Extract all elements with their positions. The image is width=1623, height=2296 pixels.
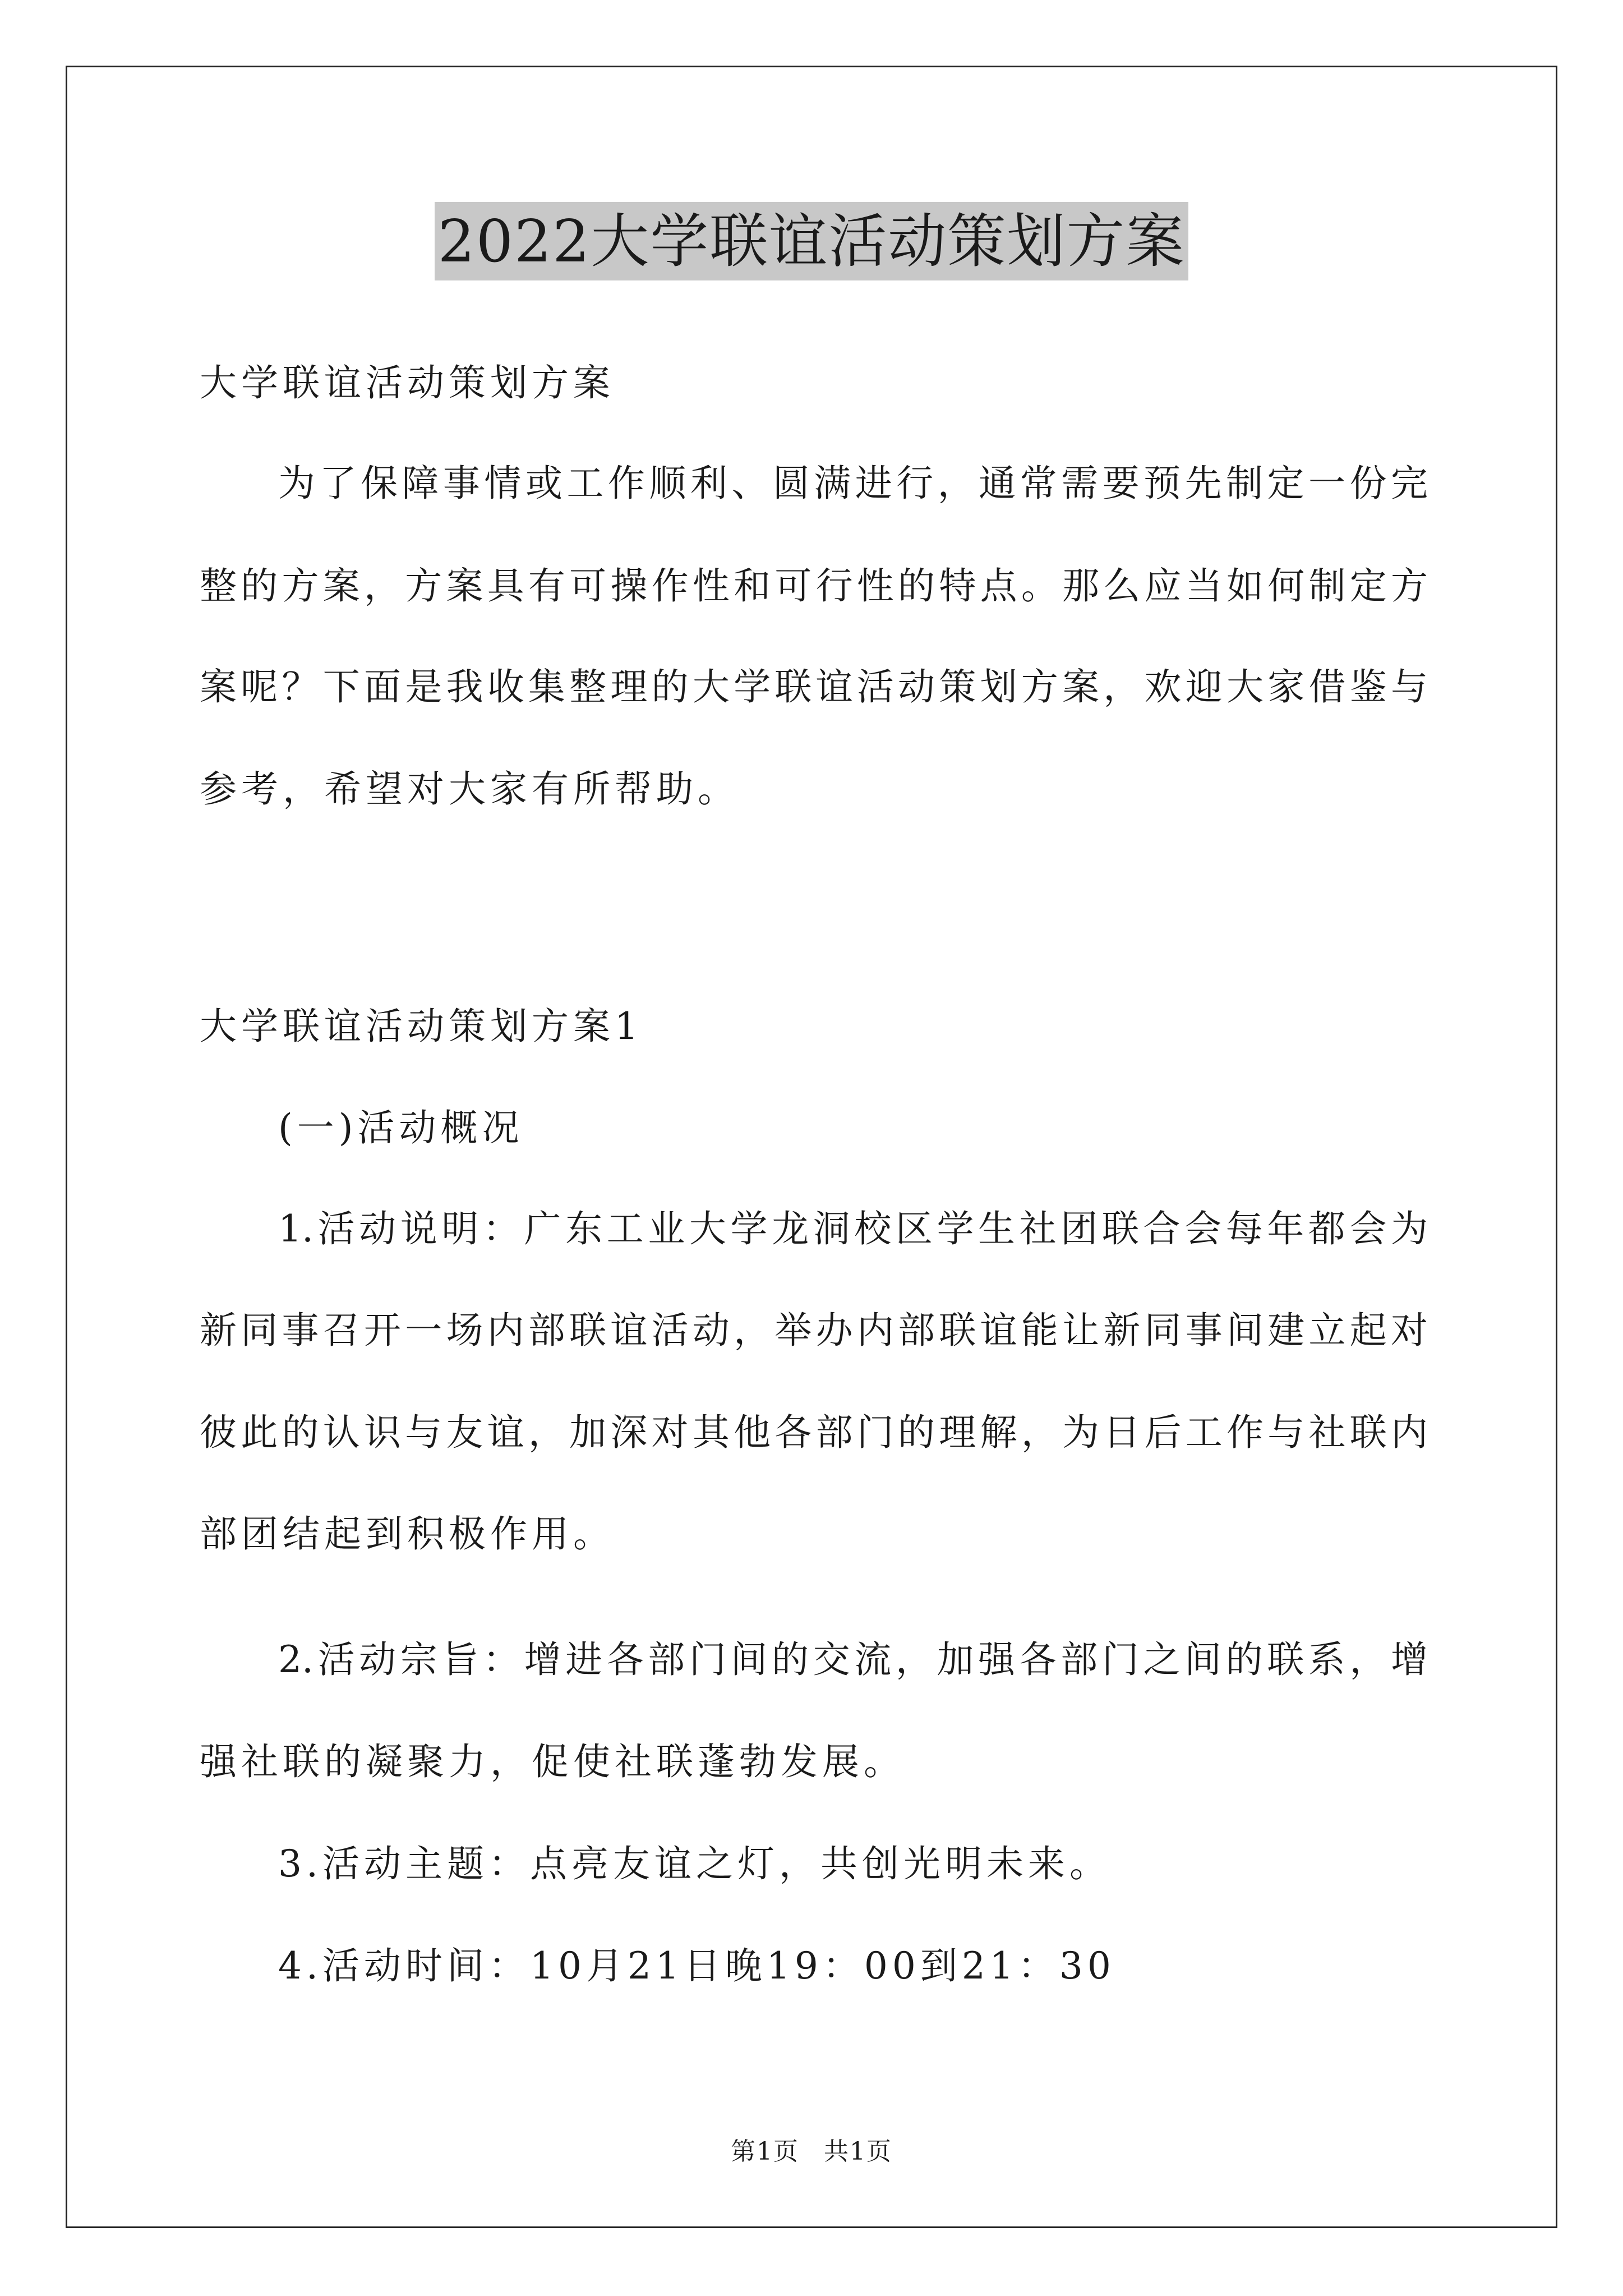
document-title: 2022大学联谊活动策划方案 — [435, 202, 1189, 280]
intro-line-1: 为了保障事情或工作顺利、圆满进行，通常需要预先制定一份完 — [278, 462, 1428, 505]
intro-line-4: 参考，希望对大家有所帮助。 — [200, 767, 739, 811]
page-total: 共1页 — [824, 2137, 892, 2166]
item1-line-1: 1.活动说明：广东工业大学龙洞校区学生社团联合会每年都会为 — [278, 1207, 1428, 1250]
item1-line-2: 新同事召开一场内部联谊活动，举办内部联谊能让新同事间建立起对 — [200, 1309, 1428, 1352]
item3: 3.活动主题：点亮友谊之灯，共创光明未来。 — [278, 1842, 1111, 1885]
subtitle: 大学联谊活动策划方案 — [200, 361, 615, 404]
item2-line-2: 强社联的凝聚力，促使社联蓬勃发展。 — [200, 1740, 905, 1783]
item4: 4.活动时间：10月21日晚19：00到21：30 — [278, 1944, 1115, 1987]
intro-line-2: 整的方案，方案具有可操作性和可行性的特点。那么应当如何制定方 — [200, 564, 1428, 608]
item2-line-1: 2.活动宗旨：增进各部门间的交流，加强各部门之间的联系，增 — [278, 1638, 1428, 1681]
page-footer — [0, 2135, 1623, 2169]
section-heading: 大学联谊活动策划方案1 — [200, 1005, 643, 1048]
title-container — [0, 202, 1623, 280]
overview-heading: (一)活动概况 — [278, 1106, 524, 1149]
page-number: 第1页 — [731, 2137, 799, 2166]
intro-line-3: 案呢？下面是我收集整理的大学联谊活动策划方案，欢迎大家借鉴与 — [200, 665, 1428, 708]
item1-line-3: 彼此的认识与友谊，加深对其他各部门的理解，为日后工作与社联内 — [200, 1411, 1428, 1454]
item1-line-4: 部团结起到积极作用。 — [200, 1512, 615, 1556]
